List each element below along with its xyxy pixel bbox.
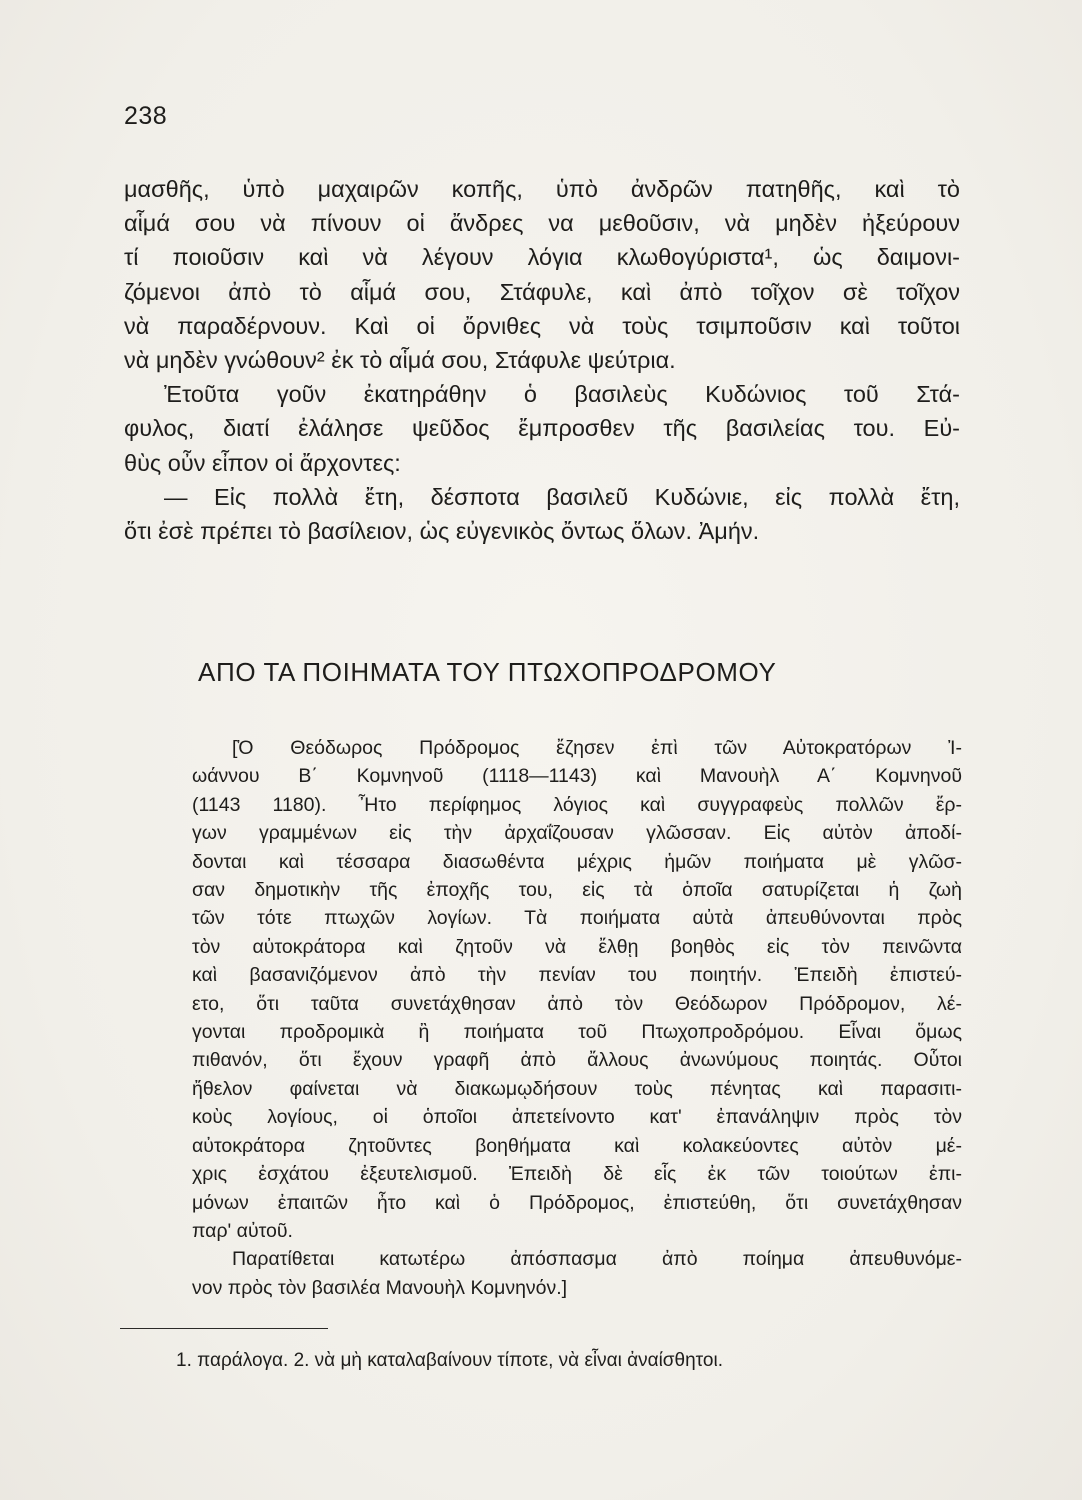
text-line: νὰ μηδὲν γνώθουν² ἐκ τὸ αἷμά σου, Στάφυλε ψεύτρια. bbox=[124, 347, 676, 374]
intro-line: (1143 1180). Ἦτο περίφημος λόγιος καὶ συγγραφεὺς πολλῶν ἔρ- bbox=[192, 793, 962, 816]
section-heading: ΑΠΟ ΤΑ ΠΟΙΗΜΑΤΑ ΤΟΥ ΠΤΩΧΟΠΡΟΔΡΟΜΟΥ bbox=[198, 657, 777, 687]
intro-line: αὐτοκράτορα ζητοῦντες βοηθήματα καὶ κολακεύοντες αὐτὸν μέ- bbox=[192, 1134, 962, 1157]
intro-line: νον πρὸς τὸν βασιλέα Μανουὴλ Κομνηνόν.] bbox=[192, 1276, 568, 1299]
page-number: 238 bbox=[124, 102, 168, 130]
intro-line: καὶ βασανιζόμενον ἀπὸ τὴν πενίαν του ποιητήν. Ἐπειδὴ ἐπιστεύ- bbox=[192, 964, 962, 987]
intro-line: [Ὁ Θεόδωρος Πρόδρομος ἔζησεν ἐπὶ τῶν Αὐτοκρατόρων Ἰ- bbox=[232, 737, 962, 759]
section-intro bbox=[192, 734, 962, 1302]
intro-line: τὸν αὐτοκράτορα καὶ ζητοῦν νὰ ἔλθῃ βοηθὸς εἰς τὸν πεινῶντα bbox=[192, 935, 962, 958]
intro-line: γονται προδρομικὰ ἢ ποιήματα τοῦ Πτωχοπροδρόμου. Εἶναι ὅμως bbox=[192, 1021, 962, 1044]
intro-line: χρις ἐσχάτου ἐξευτελισμοῦ. Ἐπειδὴ δὲ εἷς ἐκ τῶν τοιούτων ἐπι- bbox=[192, 1163, 962, 1186]
text-line: Ἐτοῦτα γοῦν ἐκατηράθην ὁ βασιλεὺς Κυδώνιος τοῦ Στά- bbox=[164, 381, 960, 408]
text-line: φυλος, διατί ἐλάλησε ψεῦδος ἔμπροσθεν τῆς βασιλείας του. Εὐ- bbox=[124, 415, 960, 442]
intro-line: γων γραμμένων εἰς τὴν ἀρχαΐζουσαν γλῶσσαν. Εἰς αὐτὸν ἀποδί- bbox=[192, 822, 962, 845]
intro-line: ωάννου Β΄ Κομνηνοῦ (1118—1143) καὶ Μανουὴλ Α΄ Κομνηνοῦ bbox=[192, 765, 962, 788]
intro-line: τῶν τότε πτωχῶν λογίων. Τὰ ποιήματα αὐτὰ ἀπευθύνονται πρὸς bbox=[192, 907, 962, 930]
poem-fragment-text bbox=[124, 172, 960, 548]
text-line: νὰ παραδέρνουν. Καὶ οἱ ὄρνιθες νὰ τοὺς τσιμποῦσιν καὶ τοῦτοι bbox=[124, 312, 960, 339]
text-line: τί ποιοῦσιν καὶ νὰ λέγουν λόγια κλωθογύριστα¹, ὡς δαιμονι- bbox=[124, 244, 960, 271]
intro-line: Παρατίθεται κατωτέρω ἀπόσπασμα ἀπὸ ποίημα ἀπευθυνόμε- bbox=[232, 1248, 962, 1271]
intro-line: παρ' αὐτοῦ. bbox=[192, 1219, 293, 1242]
intro-line: μόνων ἐπαιτῶν ἦτο καὶ ὁ Πρόδρομος, ἐπιστεύθη, ὅτι συνετάχθησαν bbox=[192, 1191, 962, 1214]
text-line: ζόμενοι ἀπὸ τὸ αἷμά σου, Στάφυλε, καὶ ἀπὸ τοῖχον σὲ τοῖχον bbox=[124, 278, 960, 305]
text-line: θὺς οὖν εἶπον οἱ ἄρχοντες: bbox=[124, 449, 401, 476]
intro-line: ἤθελον φαίνεται νὰ διακωμῳδήσουν τοὺς πένητας καὶ παρασιτι- bbox=[192, 1077, 962, 1100]
intro-line: δονται καὶ τέσσαρα διασωθέντα μέχρις ἡμῶν ποιήματα μὲ γλῶσ- bbox=[192, 850, 962, 873]
text-line: αἷμά σου νὰ πίνουν οἱ ἄνδρες να μεθοῦσιν, νὰ μηδὲν ἠξεύρουν bbox=[124, 210, 960, 237]
intro-line: ετο, ὅτι ταῦτα συνετάχθησαν ἀπὸ τὸν Θεόδωρον Πρόδρομον, λέ- bbox=[192, 992, 962, 1015]
footnotes: 1. παράλογα. 2. νὰ μὴ καταλαβαίνουν τίποτε, νὰ εἶναι ἀναίσθητοι. bbox=[176, 1350, 723, 1371]
intro-line: κοὺς λογίους, οἱ ὁποῖοι ἀπετείνοντο κατ' ἐπανάληψιν πρὸς τὸν bbox=[192, 1106, 962, 1129]
footnote-divider bbox=[120, 1328, 328, 1329]
intro-line: σαν δημοτικὴν τῆς ἐποχῆς του, εἰς τὰ ὁποῖα σατυρίζεται ἡ ζωὴ bbox=[192, 879, 962, 902]
text-line: — Εἰς πολλὰ ἔτη, δέσποτα βασιλεῦ Κυδώνιε, εἰς πολλὰ ἔτη, bbox=[164, 483, 960, 510]
text-line: ὅτι ἐσὲ πρέπει τὸ βασίλειον, ὡς εὐγενικὸς ὄντως ὅλων. Ἀμήν. bbox=[124, 518, 760, 545]
text-line: μασθῆς, ὑπὸ μαχαιρῶν κοπῆς, ὑπὸ ἀνδρῶν πατηθῆς, καὶ τὸ bbox=[124, 176, 960, 202]
intro-line: πιθανόν, ὅτι ἔχουν γραφῆ ἀπὸ ἄλλους ἀνωνύμους ποιητάς. Οὗτοι bbox=[192, 1049, 962, 1072]
